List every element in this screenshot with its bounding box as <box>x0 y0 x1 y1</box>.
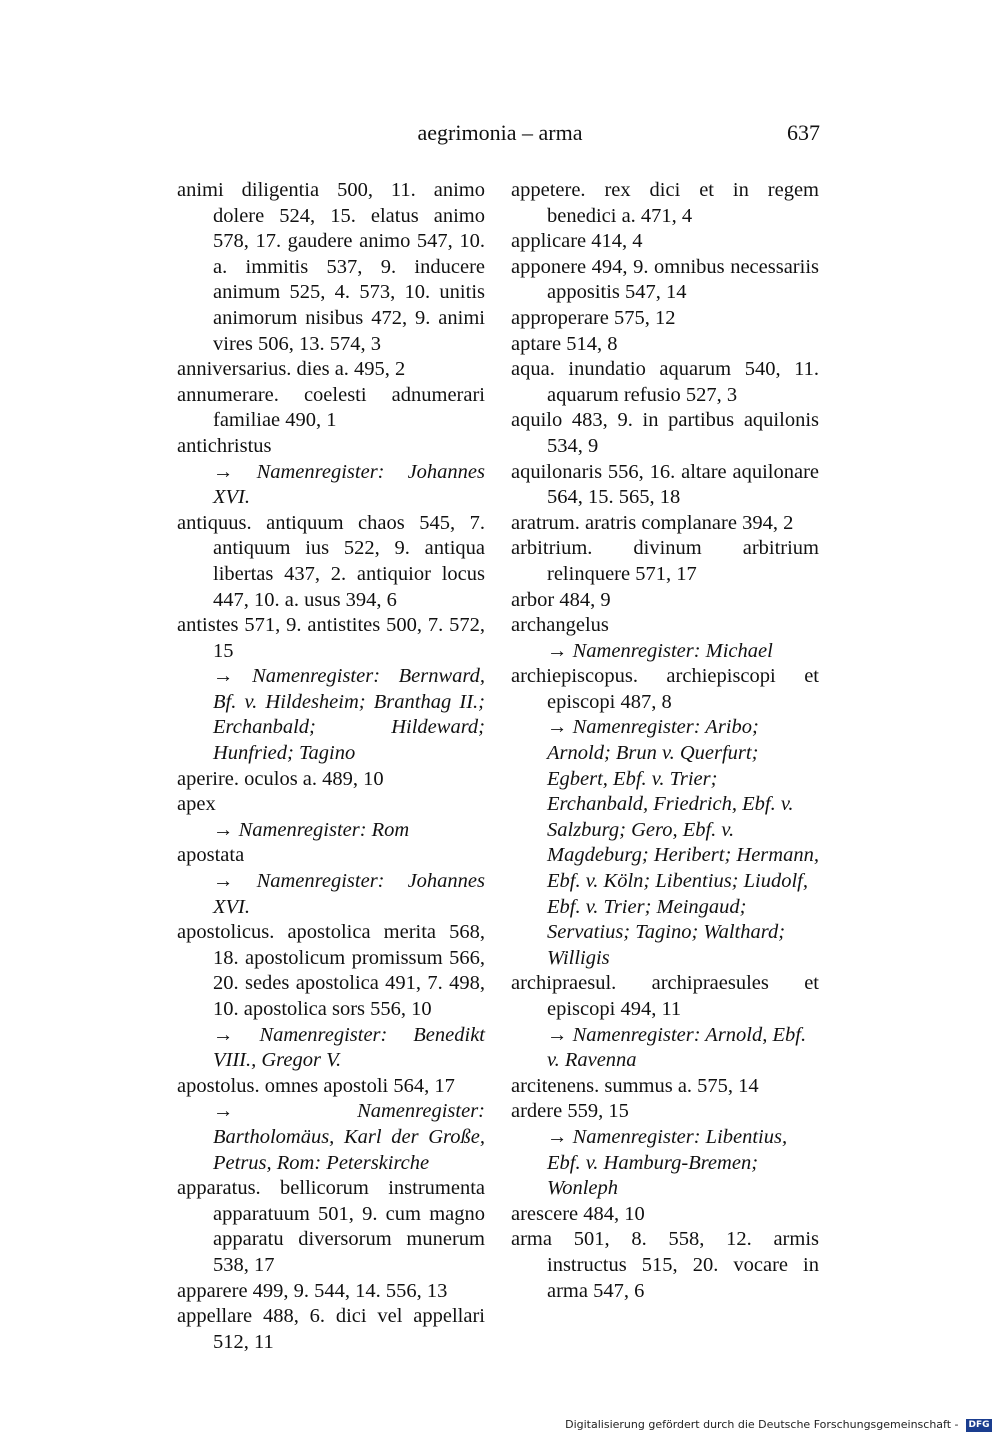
index-entry-text: apparatus. bellicorum instrumenta apparatuum 501, 9. cum magno apparatu diversorum munerum 538, 17 <box>177 1177 485 1276</box>
index-entry-text: arescere 484, 10 <box>511 1202 645 1225</box>
cross-reference: → Namenregister: Libentius, Ebf. v. Hamburg-Bremen; Wonleph <box>547 1125 788 1200</box>
index-entry-text: arbitrium. divinum arbitrium relinquere 571, 17 <box>511 537 819 585</box>
index-entry-text: appetere. rex dici et in regem benedici a. 471, 4 <box>511 179 819 227</box>
index-entry <box>177 843 485 920</box>
page-title: aegrimonia – arma <box>417 120 583 145</box>
index-entry <box>511 536 819 587</box>
index-entry-text: apponere 494, 9. omnibus necessariis appositis 547, 14 <box>511 255 819 304</box>
index-entry <box>511 255 819 306</box>
index-entry-text: archipraesul. archipraesules et episcopi 494, 11 <box>511 972 819 1020</box>
running-head <box>180 118 820 148</box>
index-entry <box>511 229 819 255</box>
page-number: 637 <box>787 120 820 145</box>
index-entry <box>511 1074 819 1100</box>
index-entry <box>177 511 485 613</box>
index-entry-text: anniversarius. dies a. 495, 2 <box>177 358 406 381</box>
index-entry <box>511 408 819 459</box>
digitization-footer <box>0 1417 1000 1433</box>
index-entry-text: antistes 571, 9. antistites 500, 7. 572, 15 <box>177 614 485 662</box>
index-entry-text: archangelus <box>511 614 609 637</box>
index-entry <box>511 357 819 408</box>
index-entry <box>511 332 819 358</box>
index-column-left <box>177 178 485 1355</box>
index-entry <box>177 920 485 1074</box>
cross-reference: → Namenregister: Benedikt VIII., Gregor V. <box>213 1023 485 1072</box>
index-entry-text: aqua. inundatio aquarum 540, 11. aquarum refusio 527, 3 <box>511 358 819 406</box>
index-entry-text: ardere 559, 15 <box>511 1100 629 1123</box>
index-entry <box>511 178 819 229</box>
index-entry <box>177 357 485 383</box>
index-entry-text: antiquus. antiquum chaos 545, 7. antiquum ius 522, 9. antiqua libertas 437, 2. antiquior locus 447, 10. a. usus 394, 6 <box>177 511 485 611</box>
index-entry <box>177 613 485 767</box>
index-entry-text: apostolicus. apostolica merita 568, 18. apostolicum promissum 566, 20. sedes apostolica 491, 7. 498, 10. apostolica sors 556, 10 <box>177 921 485 1020</box>
index-entry <box>177 383 485 434</box>
index-entry <box>511 306 819 332</box>
index-entry <box>177 434 485 511</box>
index-entry <box>511 971 819 1073</box>
cross-reference: → Namenregister: Johannes XVI. <box>213 870 485 918</box>
index-entry <box>511 511 819 537</box>
index-entry-text: appellare 488, 6. dici vel appellari 512, 11 <box>177 1305 485 1353</box>
cross-reference: → Namenregister: Johannes XVI. <box>213 460 485 509</box>
index-entry <box>511 460 819 511</box>
cross-reference: → Namenregister: Rom <box>213 818 410 841</box>
index-entry-text: apparere 499, 9. 544, 14. 556, 13 <box>177 1279 448 1302</box>
cross-reference: → Namenregister: Aribo; Arnold; Brun v. Querfurt; Egbert, Ebf. v. Trier; Erchanbald, Friedrich, Ebf. v. Salzburg; Gero, Ebf. v. Magdeburg; Heribert; Hermann, Ebf. v. Köln; Libentius; Liudolf, Ebf. v. Trier; Meingaud; Servatius; Tagino; Walthard; Willigis <box>547 716 819 969</box>
cross-reference: → Namenregister: Arnold, Ebf. v. Ravenna <box>547 1023 807 1072</box>
index-entry <box>511 1227 819 1304</box>
footer-credit: Digitalisierung gefördert durch die Deutsche Forschungsgemeinschaft - <box>565 1418 959 1431</box>
index-entry-text: applicare 414, 4 <box>511 230 643 253</box>
index-entry-text: aratrum. aratris complanare 394, 2 <box>511 511 794 534</box>
index-entry <box>511 613 819 664</box>
index-entry-text: arbor 484, 9 <box>511 588 611 611</box>
index-entry <box>511 588 819 614</box>
index-entry-text: apostata <box>177 844 245 867</box>
index-entry <box>511 1099 819 1201</box>
cross-reference: → Namenregister: Bernward, Bf. v. Hildesheim; Branthag II.; Erchanbald; Hildeward; Hunfried; Tagino <box>213 665 485 765</box>
index-entry <box>177 1304 485 1355</box>
index-entry-text: apex <box>177 793 216 816</box>
index-entry <box>177 178 485 357</box>
index-entry-text: arma 501, 8. 558, 12. armis instructus 515, 20. vocare in arma 547, 6 <box>511 1228 819 1302</box>
index-entry-text: aquilonaris 556, 16. altare aquilonare 564, 15. 565, 18 <box>511 460 819 509</box>
index-entry <box>511 1202 819 1228</box>
index-entry-text: antichristus <box>177 434 272 457</box>
index-entry-text: aperire. oculos a. 489, 10 <box>177 767 384 790</box>
index-entry-text: apostolus. omnes apostoli 564, 17 <box>177 1074 455 1097</box>
dfg-logo: DFG <box>966 1419 992 1432</box>
index-entry <box>177 1074 485 1176</box>
cross-reference: → Namenregister: Bartholomäus, Karl der Große, Petrus, Rom: Peterskirche <box>213 1100 485 1174</box>
index-entry-text: annumerare. coelesti adnumerari familiae 490, 1 <box>177 383 485 432</box>
cross-reference: → Namenregister: Michael <box>547 639 773 662</box>
index-entry <box>177 767 485 793</box>
index-entry-text: approperare 575, 12 <box>511 306 676 329</box>
index-entry <box>177 1176 485 1278</box>
index-entry-text: aptare 514, 8 <box>511 332 618 355</box>
index-entry-text: animi diligentia 500, 11. animo dolere 524, 15. elatus animo 578, 17. gaudere animo 547, 10. a. immitis 537, 9. inducere animum 525, 4. 573, 10. unitis animorum nisibus 472, 9. animi vires 506, 13. 574, 3 <box>177 179 485 355</box>
index-entry <box>177 1279 485 1305</box>
index-entry-text: aquilo 483, 9. in partibus aquilonis 534, 9 <box>511 409 819 457</box>
index-entry-text: arcitenens. summus a. 575, 14 <box>511 1074 759 1097</box>
index-entry-text: archiepiscopus. archiepiscopi et episcopi 487, 8 <box>511 665 819 713</box>
index-column-right <box>511 178 819 1304</box>
index-entry <box>511 664 819 971</box>
index-entry <box>177 792 485 843</box>
